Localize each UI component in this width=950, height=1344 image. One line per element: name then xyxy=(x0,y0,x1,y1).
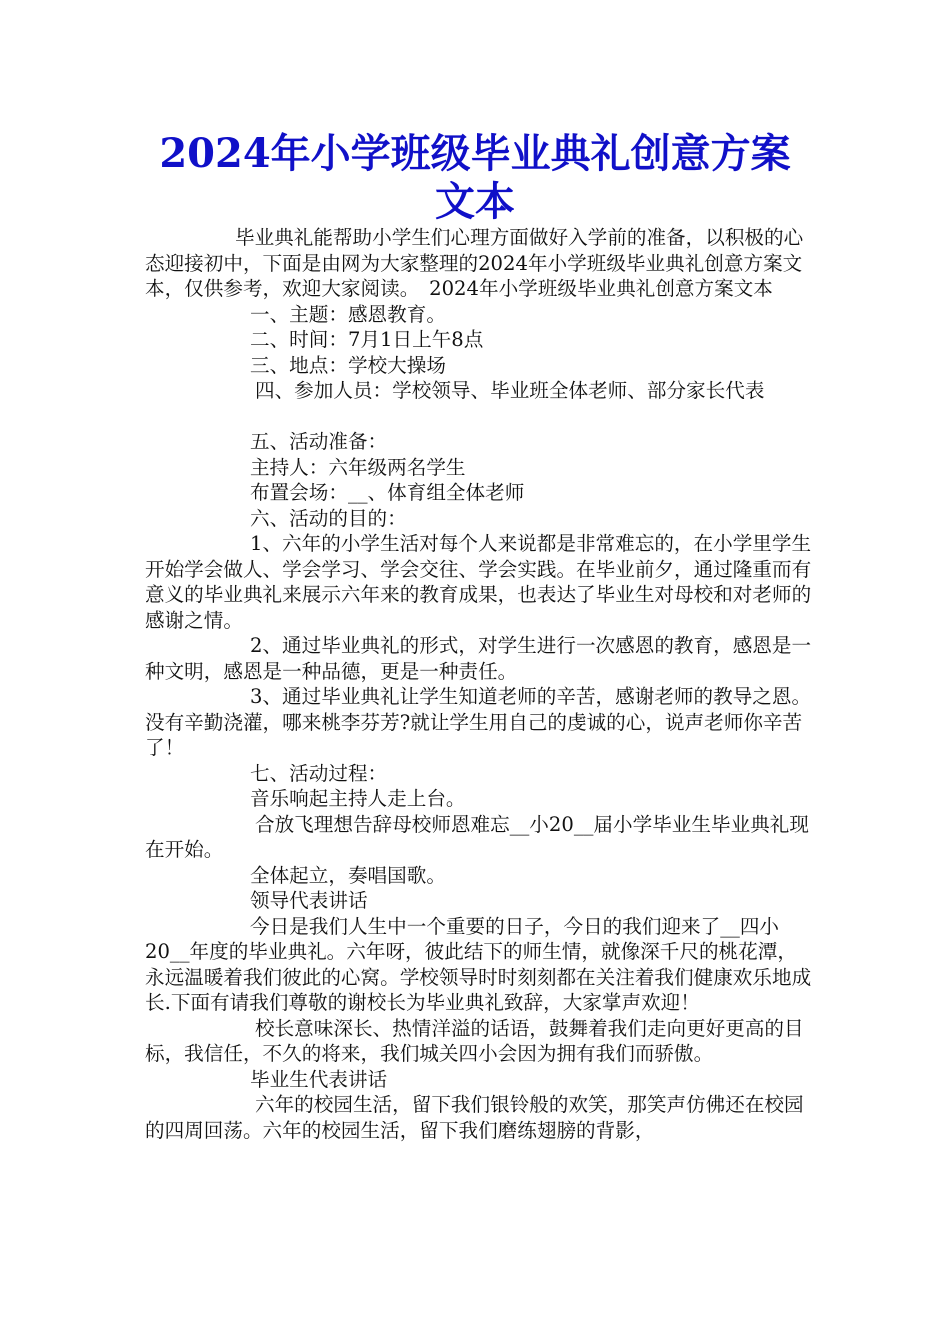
document-title-line-2: 文本 xyxy=(435,178,515,225)
section-theme: 一、主题：感恩教育。 xyxy=(250,302,446,326)
process-leader-speech: 领导代表讲话 xyxy=(250,889,368,912)
document-body xyxy=(145,225,815,1143)
purpose-item-2: 2、通过毕业典礼的形式，对学生进行一次感恩的教育，感恩是一种文明，感恩是一种品德，更是一种责任。 xyxy=(145,634,812,683)
graduate-speech-text: 六年的校园生活，留下我们银铃般的欢笑，那笑声仿佛还在校园的四周回荡。六年的校园生活，留下我们磨练翅膀的背影， xyxy=(145,1093,804,1142)
venue-line: 布置会场：__、体育组全体老师 xyxy=(250,481,525,504)
section-purpose: 六、活动的目的： xyxy=(250,506,407,530)
section-location: 三、地点：学校大操场 xyxy=(250,353,446,377)
process-music: 音乐响起主持人走上台。 xyxy=(250,787,466,810)
process-graduate-speech: 毕业生代表讲话 xyxy=(250,1067,388,1091)
section-process: 七、活动过程： xyxy=(250,761,388,785)
host-line: 主持人：六年级两名学生 xyxy=(250,455,466,479)
leader-speech-text: 今日是我们人生中一个重要的日子，今日的我们迎来了__四小20__年度的毕业典礼。六年呀，彼此结下的师生情，就像深千尺的桃花潭，永远温暖着我们彼此的心窝。学校领导时时刻刻都在关注着我们健康欢乐地成长.下面有请我们尊敬的谢校长为毕业典礼致辞，大家掌声欢迎！ xyxy=(145,914,812,1014)
section-participants: 四、参加人员：学校领导、毕业班全体老师、部分家长代表 xyxy=(255,379,765,402)
principal-speech-text: 校长意味深长、热情洋溢的话语，鼓舞着我们走向更好更高的目标，我信任，不久的将来，我们城关四小会因为拥有我们而骄傲。 xyxy=(145,1016,804,1065)
process-anthem: 全体起立，奏唱国歌。 xyxy=(250,863,446,887)
section-time: 二、时间：7月1日上午8点 xyxy=(250,328,484,351)
purpose-item-1: 1、六年的小学生活对每个人来说都是非常难忘的，在小学里学生开始学会做人、学会学习、学会交往、学会实践。在毕业前夕，通过隆重而有意义的毕业典礼来展示六年来的教育成果，也表达了毕业生对母校和对老师的感谢之情。 xyxy=(145,532,812,632)
intro-paragraph: 毕业典礼能帮助小学生们心理方面做好入学前的准备，以积极的心态迎接初中，下面是由网为大家整理的2024年小学班级毕业典礼创意方案文本，仅供参考，欢迎大家阅读。 2024年小学班级毕业典礼创意方案文本 xyxy=(145,226,804,300)
document-title-line-1: 2024年小学班级毕业典礼创意方案 xyxy=(159,130,791,177)
section-preparation: 五、活动准备： xyxy=(250,430,388,453)
blank-line xyxy=(145,404,815,430)
process-opening: 合放飞理想告辞母校师恩难忘__小20__届小学毕业生毕业典礼现在开始。 xyxy=(145,812,809,861)
purpose-item-3: 3、通过毕业典礼让学生知道老师的辛苦，感谢老师的教导之恩。没有辛勤浇灌，哪来桃李芬芳?就让学生用自己的虔诚的心，说声老师你辛苦了！ xyxy=(145,685,812,759)
